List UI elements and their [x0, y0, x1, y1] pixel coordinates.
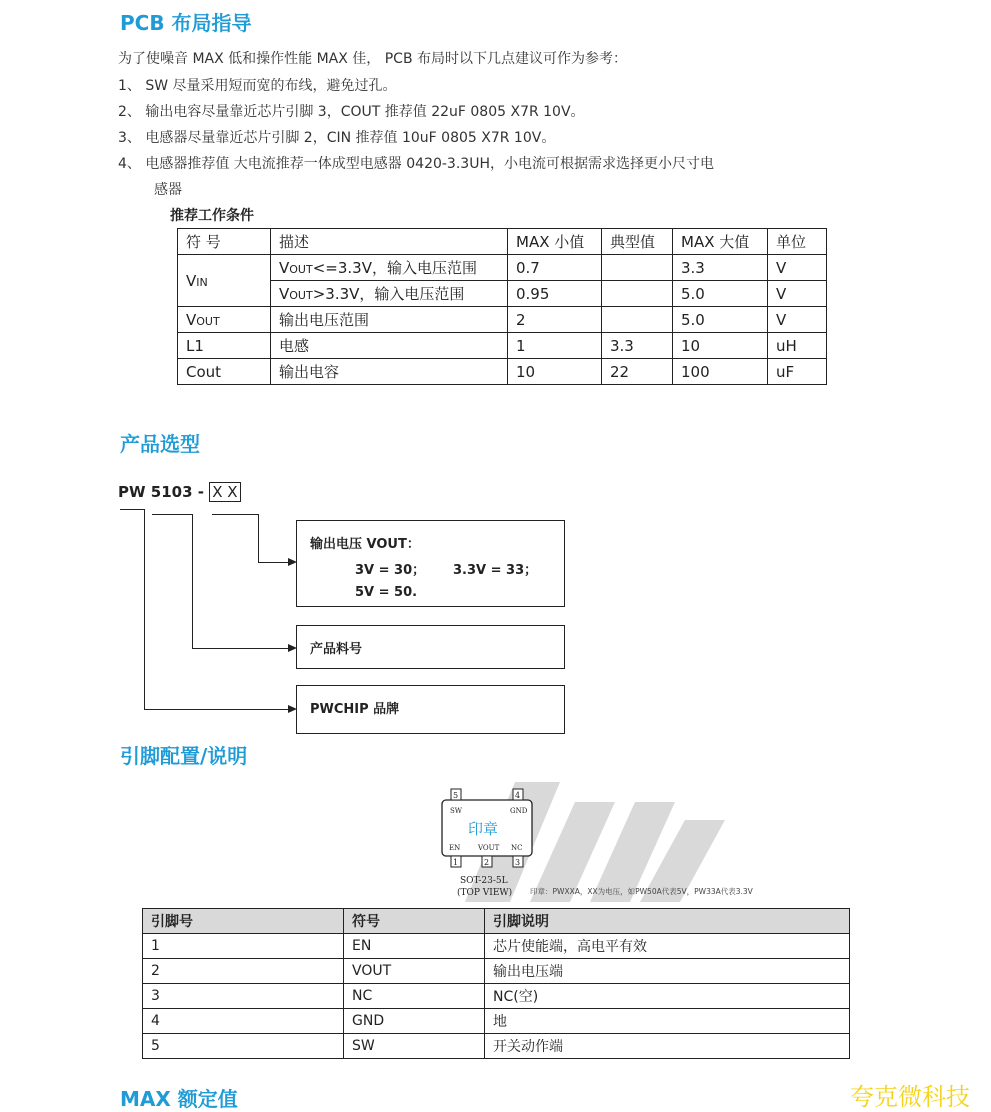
unit-cell: uF [768, 359, 827, 385]
guideline-3: 3、 电感器尽量靠近芯片引脚 2，CIN 推荐值 10uF 0805 X7R 10V。 [118, 130, 556, 146]
guideline-4: 4、 电感器推荐值 大电流推荐一体成型电感器 0420-3.3UH，小电流可根据需求选择更小尺寸电 [118, 156, 714, 172]
package-name: SOT-23-5L [460, 876, 508, 886]
pin-desc: NC(空) [485, 984, 850, 1009]
table-row [143, 1034, 850, 1059]
unit-cell: V [768, 281, 827, 307]
max-cell: 10 [673, 333, 768, 359]
max-cell: 3.3 [673, 255, 768, 281]
guideline-1: 1、 SW 尽量采用短而宽的布线，避免过孔。 [118, 78, 397, 94]
product-code-label: 产品料号 [310, 642, 363, 657]
pin-number: 5 [453, 791, 459, 800]
connector-line [144, 709, 288, 710]
header-symbol: 符 号 [178, 229, 271, 255]
table-row [143, 984, 850, 1009]
desc-cell [271, 281, 508, 307]
pin-sym: EN [344, 934, 485, 959]
part-suffix: X X [209, 482, 240, 502]
pin-sym: SW [344, 1034, 485, 1059]
pin-desc: 地 [485, 1009, 850, 1034]
guideline-4-cont: 感器 [154, 182, 182, 198]
conditions-title: 推荐工作条件 [170, 208, 254, 224]
symbol-main: V [186, 271, 197, 290]
connector-line [192, 514, 193, 648]
product-code-box [296, 625, 565, 669]
pin-label: GND [510, 807, 528, 815]
watermark-text: 夸克微科技 [850, 1083, 970, 1111]
package-note: 印章：PWXXA，XX为电压，如PW50A代表5V，PW33A代表3.3V [530, 887, 753, 896]
brand-label: PWCHIP 品牌 [310, 702, 400, 717]
pin-number: 3 [515, 858, 521, 867]
header-min: MAX 小值 [508, 229, 602, 255]
pin-desc: 输出电压端 [485, 959, 850, 984]
pin-number: 2 [484, 858, 490, 867]
vout-code-3v: 3V = 30； [355, 563, 426, 578]
desc-cell [271, 255, 508, 281]
desc-sub: OUT [289, 289, 313, 302]
connector-line [192, 648, 288, 649]
pin-label: VOUT [478, 844, 500, 852]
desc-cell: 电感 [271, 333, 508, 359]
min-cell: 0.95 [508, 281, 602, 307]
desc-cell: 输出电容 [271, 359, 508, 385]
pin-number: 4 [515, 791, 521, 800]
package-mark: 印章 [468, 820, 499, 838]
header-pin-no: 引脚号 [143, 909, 344, 934]
guideline-2: 2、 输出电容尽量靠近芯片引脚 3，COUT 推荐值 22uF 0805 X7R 10V。 [118, 104, 585, 120]
connector-line [120, 509, 144, 510]
typ-cell: 22 [602, 359, 673, 385]
symbol-vout [178, 307, 271, 333]
pin-table [142, 908, 850, 1059]
typ-cell: 3.3 [602, 333, 673, 359]
pin-no: 3 [143, 984, 344, 1009]
pin-no: 2 [143, 959, 344, 984]
package-diagram [420, 782, 800, 907]
vout-code-title: 输出电压 VOUT： [310, 537, 420, 552]
connector-line [212, 514, 258, 515]
table-row [178, 255, 827, 281]
desc-cell: 输出电压范围 [271, 307, 508, 333]
pin-sym: VOUT [344, 959, 485, 984]
pin-label: SW [450, 807, 462, 815]
max-cell: 5.0 [673, 281, 768, 307]
header-pin-desc: 引脚说明 [485, 909, 850, 934]
part-prefix: PW 5103 - [118, 483, 210, 501]
min-cell: 0.7 [508, 255, 602, 281]
header-pin-sym: 符号 [344, 909, 485, 934]
section-title-pinout: 引脚配置/说明 [120, 744, 248, 768]
symbol-sub: OUT [196, 314, 220, 328]
header-desc: 描述 [271, 229, 508, 255]
max-cell: 100 [673, 359, 768, 385]
pin-desc: 开关动作端 [485, 1034, 850, 1059]
header-max: MAX 大值 [673, 229, 768, 255]
desc-rest: >3.3V，输入电压范围 [312, 285, 465, 303]
pin-label: EN [449, 844, 461, 852]
desc-main: V [279, 285, 290, 303]
pin-sym: GND [344, 1009, 485, 1034]
conditions-table [177, 228, 827, 385]
table-row [178, 333, 827, 359]
table-row [178, 307, 827, 333]
symbol-vin [178, 255, 271, 307]
connector-line [258, 562, 288, 563]
table-header-row [143, 909, 850, 934]
section-title-pcb: PCB 布局指导 [120, 11, 252, 35]
vout-code-5v: 5V = 50. [355, 585, 418, 600]
header-typ: 典型值 [602, 229, 673, 255]
connector-line [258, 514, 259, 562]
min-cell: 2 [508, 307, 602, 333]
unit-cell: V [768, 255, 827, 281]
desc-main: V [279, 259, 290, 277]
desc-sub: OUT [289, 263, 313, 276]
pin-sym: NC [344, 984, 485, 1009]
table-header-row [178, 229, 827, 255]
table-row [178, 281, 827, 307]
intro-text: 为了使噪音 MAX 低和操作性能 MAX 佳， PCB 布局时以下几点建议可作为参考： [118, 51, 628, 67]
table-row [143, 1009, 850, 1034]
desc-rest: <=3.3V，输入电压范围 [312, 259, 477, 277]
pin-label: NC [511, 844, 523, 852]
connector-line [144, 509, 145, 709]
table-row [143, 934, 850, 959]
symbol-main: V [186, 310, 197, 329]
symbol-cell: Cout [178, 359, 271, 385]
min-cell: 1 [508, 333, 602, 359]
section-title-selection: 产品选型 [120, 432, 200, 456]
section-title-ratings: MAX 额定值 [120, 1087, 238, 1111]
typ-cell [602, 255, 673, 281]
package-view: (TOP VIEW) [457, 888, 513, 898]
brand-box [296, 685, 565, 734]
table-row [178, 359, 827, 385]
part-number [118, 483, 241, 501]
pin-number: 1 [453, 858, 459, 867]
pin-no: 1 [143, 934, 344, 959]
max-cell: 5.0 [673, 307, 768, 333]
pin-no: 4 [143, 1009, 344, 1034]
symbol-sub: IN [196, 275, 208, 289]
pin-no: 5 [143, 1034, 344, 1059]
vout-code-33v: 3.3V = 33； [453, 563, 538, 578]
table-row [143, 959, 850, 984]
typ-cell [602, 307, 673, 333]
unit-cell: uH [768, 333, 827, 359]
unit-cell: V [768, 307, 827, 333]
pin-desc: 芯片使能端，高电平有效 [485, 934, 850, 959]
min-cell: 10 [508, 359, 602, 385]
typ-cell [602, 281, 673, 307]
header-unit: 单位 [768, 229, 827, 255]
connector-line [152, 514, 192, 515]
symbol-cell: L1 [178, 333, 271, 359]
vout-code-box [296, 520, 565, 607]
